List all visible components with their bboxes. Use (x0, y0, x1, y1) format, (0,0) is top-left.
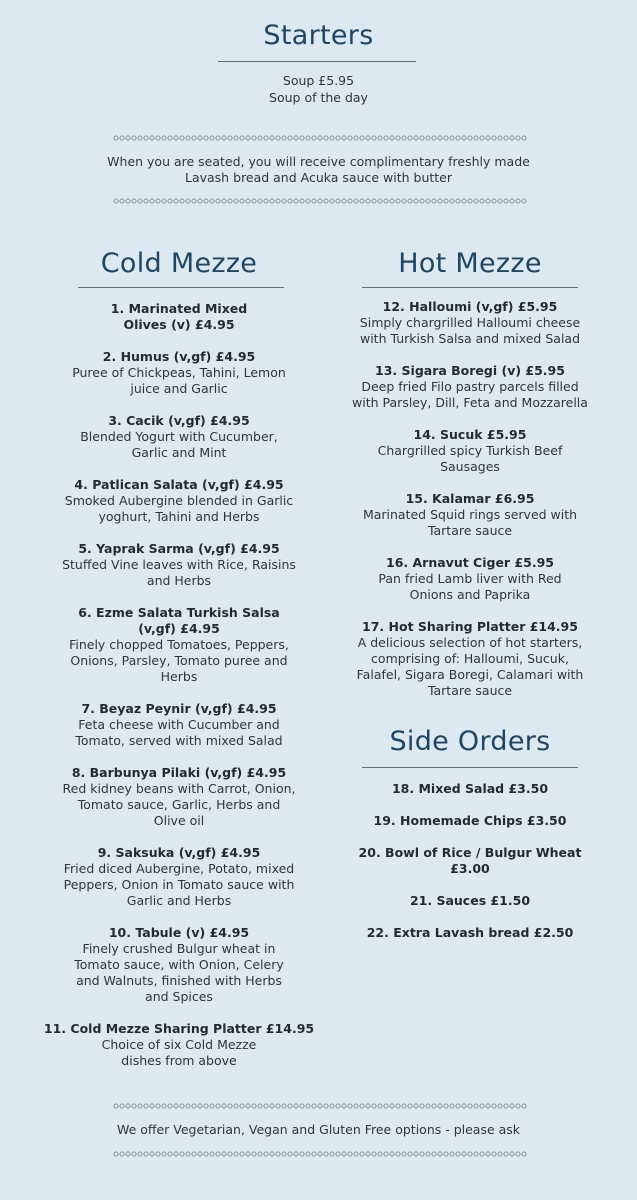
soup-description: Soup of the day (269, 90, 368, 105)
item-description: Choice of six Cold Mezze (101, 1037, 257, 1052)
item-description: Finely crushed Bulgur wheat in (82, 941, 276, 956)
cold-mezze-section (38, 0, 320, 1200)
cold-mezze-item (38, 477, 320, 525)
side-order-item (330, 893, 610, 909)
item-description: comprising of: Halloumi, Sucuk, (371, 651, 569, 666)
cold-mezze-item (38, 925, 320, 1005)
hot-mezze-item (330, 427, 610, 475)
side-orders-heading: Side Orders (389, 726, 551, 757)
item-title: 15. Kalamar £6.95 (405, 491, 535, 506)
item-title: 17. Hot Sharing Platter £14.95 (362, 619, 578, 634)
footer-note: We offer Vegetarian, Vegan and Gluten Free options - please ask (116, 1122, 521, 1137)
item-description: and Herbs (146, 573, 212, 588)
hot-mezze-section (330, 0, 610, 1200)
item-description: Peppers, Onion in Tomato sauce with (63, 877, 295, 892)
item-description: Onions, Parsley, Tomato puree and (70, 653, 288, 668)
item-description: Garlic and Mint (131, 445, 227, 460)
item-title: 1. Marinated Mixed (110, 301, 248, 316)
item-description: Sausages (440, 459, 500, 474)
side-orders-underline (362, 767, 578, 768)
cold-mezze-item (38, 605, 320, 685)
cold-mezze-item (38, 349, 320, 397)
item-title: 4. Patlican Salata (v,gf) £4.95 (74, 477, 284, 492)
side-order-label: £3.00 (450, 861, 490, 876)
item-description: Stuffed Vine leaves with Rice, Raisins (62, 557, 296, 572)
item-description: Red kidney beans with Carrot, Onion, (62, 781, 296, 796)
cold-mezze-item (38, 301, 320, 333)
item-title: 7. Beyaz Peynir (v,gf) £4.95 (81, 701, 277, 716)
item-description: Tartare sauce (427, 683, 513, 698)
item-description: Pan fried Lamb liver with Red (378, 571, 562, 586)
item-title: 5. Yaprak Sarma (v,gf) £4.95 (78, 541, 280, 556)
item-description: Tomato, served with mixed Salad (75, 733, 283, 748)
cold-mezze-underline (78, 287, 284, 288)
item-description: Smoked Aubergine blended in Garlic (64, 493, 294, 508)
side-order-label: 19. Homemade Chips £3.50 (373, 813, 567, 828)
item-description: with Parsley, Dill, Feta and Mozzarella (352, 395, 588, 410)
item-title: (v,gf) £4.95 (138, 621, 220, 636)
item-description: Tomato sauce, Garlic, Herbs and (77, 797, 281, 812)
hot-mezze-item (330, 299, 610, 347)
item-description: dishes from above (121, 1053, 237, 1068)
item-description: Tartare sauce (427, 523, 513, 538)
hot-mezze-underline (362, 287, 578, 288)
side-order-item (330, 925, 610, 941)
item-description: Falafel, Sigara Boregi, Calamari with (356, 667, 584, 682)
notice-line-2: Lavash bread and Acuka sauce with butter (184, 170, 453, 185)
hot-mezze-item (330, 491, 610, 539)
item-description: Finely chopped Tomatoes, Peppers, (69, 637, 289, 652)
cold-mezze-item (38, 1021, 320, 1069)
cold-mezze-item (38, 845, 320, 909)
cold-mezze-item (38, 701, 320, 749)
item-title: 12. Halloumi (v,gf) £5.95 (382, 299, 558, 314)
item-title: 3. Cacik (v,gf) £4.95 (108, 413, 250, 428)
item-description: juice and Garlic (130, 381, 228, 396)
item-description: yoghurt, Tahini and Herbs (98, 509, 260, 524)
item-description: and Walnuts, finished with Herbs (76, 973, 282, 988)
starters-heading: Starters (263, 20, 374, 51)
item-description: Chargrilled spicy Turkish Beef (377, 443, 563, 458)
hot-mezze-heading: Hot Mezze (398, 248, 542, 279)
side-order-label: 21. Sauces £1.50 (409, 893, 531, 908)
item-description: Feta cheese with Cucumber and (78, 717, 280, 732)
hot-mezze-item (330, 619, 610, 699)
item-description: Tomato sauce, with Onion, Celery (74, 957, 284, 972)
side-order-label: 20. Bowl of Rice / Bulgur Wheat (358, 845, 582, 860)
item-title: 13. Sigara Boregi (v) £5.95 (375, 363, 565, 378)
item-title: 10. Tabule (v) £4.95 (108, 925, 250, 940)
item-description: and Spices (145, 989, 213, 1004)
side-order-label: 18. Mixed Salad £3.50 (391, 781, 549, 796)
cold-mezze-item (38, 541, 320, 589)
cold-mezze-item (38, 765, 320, 829)
item-description: Garlic and Herbs (126, 893, 232, 908)
item-description: Deep fried Filo pastry parcels filled (361, 379, 579, 394)
item-title: 6. Ezme Salata Turkish Salsa (78, 605, 280, 620)
item-description: Blended Yogurt with Cucumber, (80, 429, 278, 444)
hot-mezze-item (330, 363, 610, 411)
item-title: 8. Barbunya Pilaki (v,gf) £4.95 (71, 765, 287, 780)
item-description: Marinated Squid rings served with (362, 507, 578, 522)
item-description: A delicious selection of hot starters, (357, 635, 583, 650)
item-description: Herbs (160, 669, 198, 684)
item-title: 16. Arnavut Ciger £5.95 (386, 555, 554, 570)
side-order-item (330, 781, 610, 797)
cold-mezze-heading: Cold Mezze (100, 248, 258, 279)
item-title: Olives (v) £4.95 (123, 317, 235, 332)
hot-mezze-item (330, 555, 610, 603)
side-order-item (330, 845, 610, 877)
item-description: with Turkish Salsa and mixed Salad (359, 331, 581, 346)
soup-title: Soup £5.95 (282, 73, 355, 88)
item-title: 9. Saksuka (v,gf) £4.95 (97, 845, 261, 860)
item-title: 11. Cold Mezze Sharing Platter £14.95 (43, 1021, 315, 1036)
cold-mezze-item (38, 413, 320, 461)
side-order-label: 22. Extra Lavash bread £2.50 (366, 925, 574, 940)
side-order-item (330, 813, 610, 829)
divider-wave-4 (113, 1150, 527, 1158)
item-description: Olive oil (153, 813, 205, 828)
item-description: Simply chargrilled Halloumi cheese (359, 315, 581, 330)
item-title: 14. Sucuk £5.95 (413, 427, 527, 442)
item-description: Fried diced Aubergine, Potato, mixed (63, 861, 295, 876)
item-description: Onions and Paprika (409, 587, 531, 602)
item-title: 2. Humus (v,gf) £4.95 (102, 349, 256, 364)
item-description: Puree of Chickpeas, Tahini, Lemon (72, 365, 286, 380)
divider-wave-3 (113, 1102, 527, 1110)
notice-line-1: When you are seated, you will receive complimentary freshly made (107, 154, 530, 169)
